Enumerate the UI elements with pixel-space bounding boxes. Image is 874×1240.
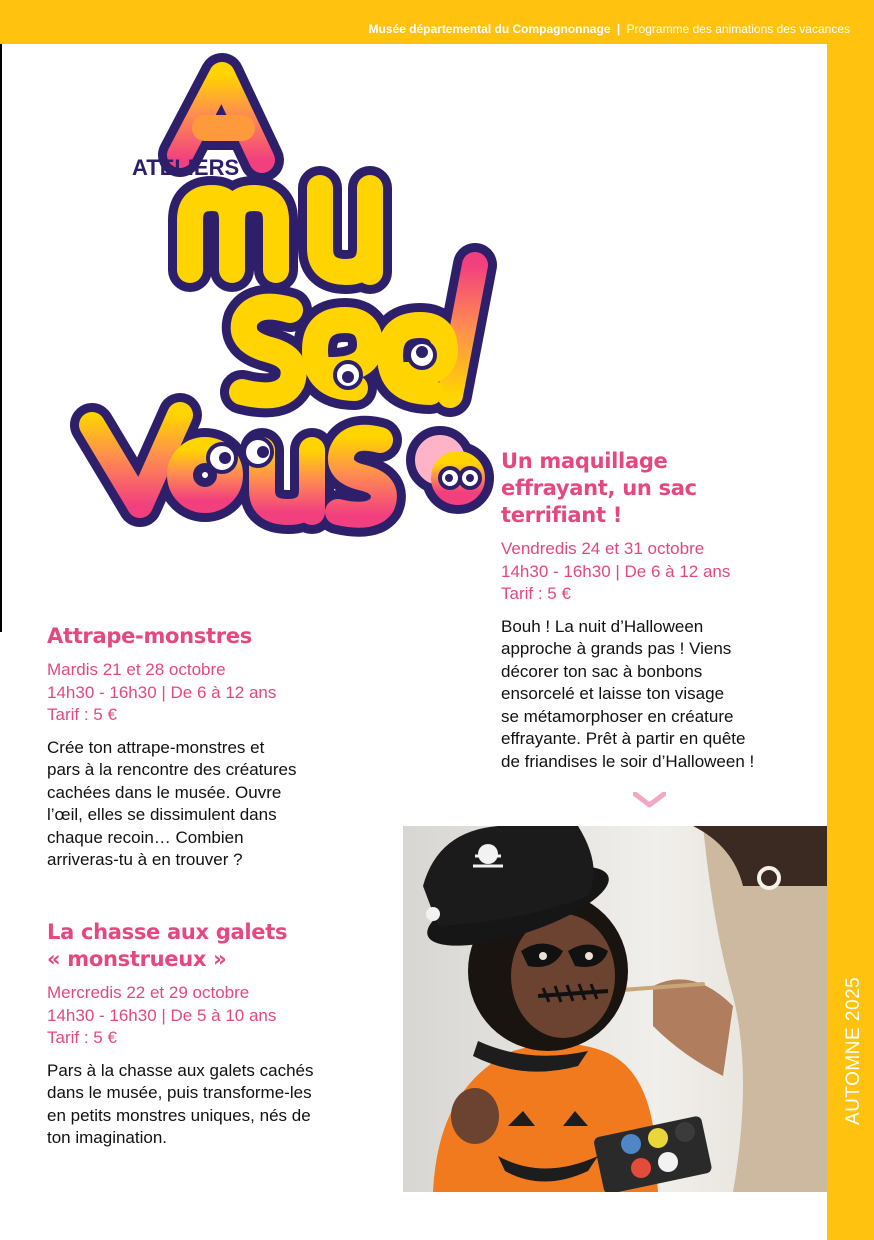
halloween-face-painting-photo (403, 826, 827, 1192)
activity-hours-ages: 14h30 - 16h30 | De 5 à 10 ans (47, 1005, 277, 1025)
description-line: décorer ton sac à bonbons (501, 661, 703, 681)
description-line: ensorcelé et laisse ton visage (501, 684, 725, 703)
activity-price: Tarif : 5 € (501, 584, 571, 603)
activity-description (47, 737, 357, 872)
description-line: de friandises le soir d’Halloween ! (501, 751, 755, 771)
activity-price: Tarif : 5 € (47, 705, 117, 724)
title-line: terrifiant ! (501, 503, 622, 527)
logo-ateliers-text: ATELIERS (132, 155, 240, 180)
title-line: « monstrueux » (47, 947, 227, 971)
description-line: ton imagination. (47, 1128, 168, 1147)
activity-meta (47, 982, 357, 1050)
amuseevous-logo (30, 20, 510, 550)
description-line: en petits monstres uniques, nés de (47, 1105, 311, 1125)
activity-dates: Mardis 21 et 28 octobre (47, 660, 226, 679)
activity-meta (501, 538, 801, 606)
title-line: effrayant, un sac (501, 476, 697, 500)
activity-description (47, 1060, 357, 1150)
left-edge-line (0, 44, 2, 632)
activity-dates: Mercredis 22 et 29 octobre (47, 983, 250, 1002)
description-line: dans le musée, puis transforme-les (47, 1083, 312, 1102)
description-line: chaque recoin… Combien (47, 827, 244, 847)
museum-name: Musée départemental du Compagnonnage (368, 22, 611, 36)
description-line: Bouh ! La nuit d’Halloween (501, 616, 704, 636)
title-line: Un maquillage (501, 449, 668, 473)
season-label: AUTOMNE 2025 (843, 976, 864, 1125)
activity-attrape-monstres (47, 623, 357, 872)
description-line: l’œil, elles se dissimulent dans (47, 805, 277, 824)
description-line: cachées dans le musée. Ouvre (47, 782, 282, 802)
activity-description (501, 616, 801, 774)
description-line: pars à la rencontre des créatures (47, 760, 297, 779)
activity-maquillage-effrayant (501, 448, 801, 773)
title-line: Attrape-monstres (47, 624, 252, 648)
description-line: arriveras-tu à en trouver ? (47, 850, 243, 869)
description-line: approche à grands pas ! Viens (501, 639, 732, 658)
header-separator: | (616, 22, 621, 36)
activity-chasse-aux-galets (47, 919, 357, 1150)
activity-price: Tarif : 5 € (47, 1028, 117, 1047)
program-name: Programme des animations des vacances (626, 22, 850, 36)
title-line: La chasse aux galets (47, 920, 288, 944)
activity-meta (47, 659, 357, 727)
activity-title (47, 919, 357, 973)
description-line: se métamorphoser en créature (501, 706, 734, 726)
activity-title (501, 448, 801, 529)
activity-dates: Vendredis 24 et 31 octobre (501, 539, 705, 558)
activity-hours-ages: 14h30 - 16h30 | De 6 à 12 ans (501, 561, 731, 581)
description-line: effrayante. Prêt à partir en quête (501, 729, 746, 748)
activity-title (47, 623, 357, 650)
description-line: Pars à la chasse aux galets cachés (47, 1060, 314, 1080)
activity-hours-ages: 14h30 - 16h30 | De 6 à 12 ans (47, 682, 277, 702)
chevron-down-icon (633, 792, 666, 808)
description-line: Crée ton attrape-monstres et (47, 737, 265, 757)
